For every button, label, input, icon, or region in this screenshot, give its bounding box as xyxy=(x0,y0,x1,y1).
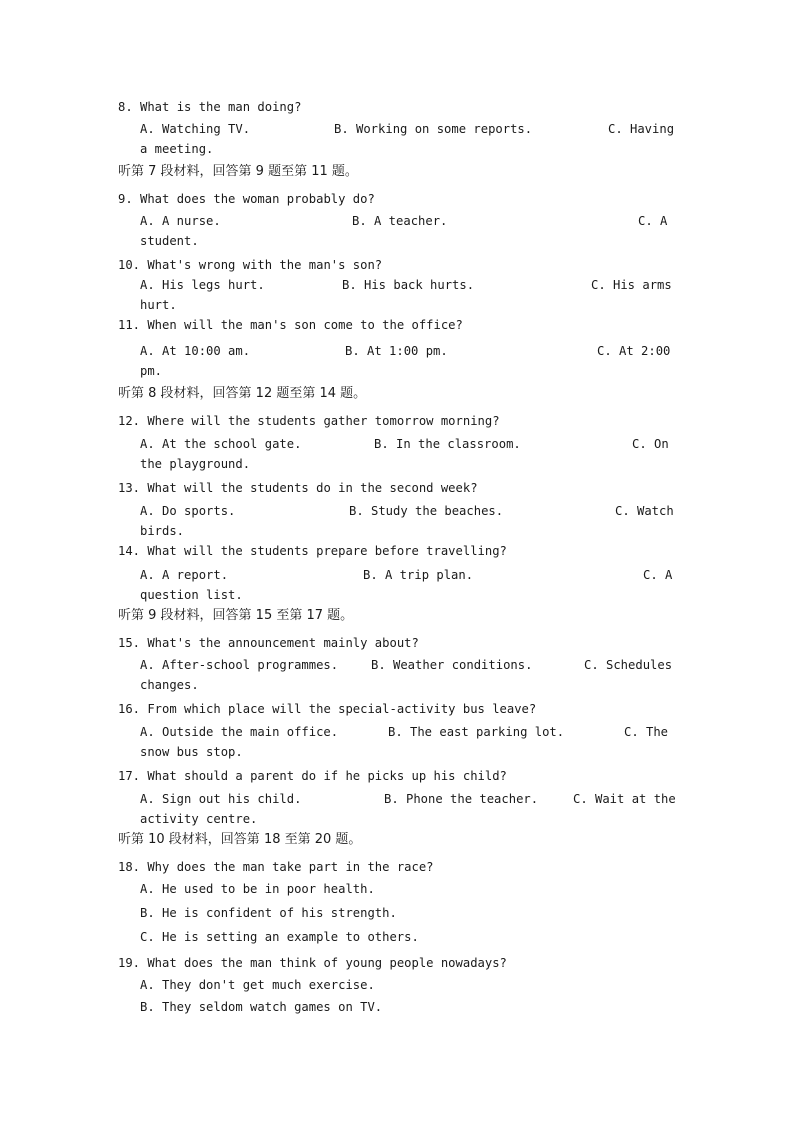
q11-option-a: A. At 10:00 am. xyxy=(140,344,251,358)
q11-option-c-continued: pm. xyxy=(140,364,163,378)
q19-option-b: B. They seldom watch games on TV. xyxy=(140,1000,383,1014)
question-17: 17. What should a parent do if he picks up his child? xyxy=(118,769,507,783)
q13-option-b: B. Study the beaches. xyxy=(349,504,504,518)
question-8: 8. What is the man doing? xyxy=(118,100,302,114)
q10-option-b: B. His back hurts. xyxy=(342,278,475,292)
question-13: 13. What will the students do in the second week? xyxy=(118,481,478,495)
q16-option-c: C. The xyxy=(624,725,669,739)
question-9: 9. What does the woman probably do? xyxy=(118,192,375,206)
q13-option-a: A. Do sports. xyxy=(140,504,236,518)
q12-option-c: C. On xyxy=(632,437,669,451)
q15-option-c-continued: changes. xyxy=(140,678,199,692)
q11-option-c: C. At 2:00 xyxy=(597,344,671,358)
q11-option-b: B. At 1:00 pm. xyxy=(345,344,448,358)
q15-option-b: B. Weather conditions. xyxy=(371,658,533,672)
question-15: 15. What's the announcement mainly about? xyxy=(118,636,419,650)
q12-option-b: B. In the classroom. xyxy=(374,437,521,451)
q9-option-c: C. A xyxy=(638,214,668,228)
q8-option-c: C. Having xyxy=(608,122,675,136)
question-18: 18. Why does the man take part in the race? xyxy=(118,860,434,874)
q10-option-c-continued: hurt. xyxy=(140,298,177,312)
question-19: 19. What does the man think of young people nowadays? xyxy=(118,956,507,970)
q14-option-c-continued: question list. xyxy=(140,588,243,602)
question-16: 16. From which place will the special-activity bus leave? xyxy=(118,702,537,716)
q15-option-c: C. Schedules xyxy=(584,658,673,672)
q14-option-c: C. A xyxy=(643,568,673,582)
q13-option-c: C. Watch xyxy=(615,504,674,518)
question-12: 12. Where will the students gather tomorrow morning? xyxy=(118,414,500,428)
section-heading-9: 听第 9 段材料，回答第 15 至第 17 题。 xyxy=(118,608,354,623)
q8-option-b: B. Working on some reports. xyxy=(334,122,533,136)
q17-option-b: B. Phone the teacher. xyxy=(384,792,539,806)
q18-option-a: A. He used to be in poor health. xyxy=(140,882,375,896)
q18-option-b: B. He is confident of his strength. xyxy=(140,906,397,920)
q17-option-a: A. Sign out his child. xyxy=(140,792,302,806)
question-10: 10. What's wrong with the man's son? xyxy=(118,258,383,272)
q17-option-c: C. Wait at the xyxy=(573,792,676,806)
section-heading-10: 听第 10 段材料，回答第 18 至第 20 题。 xyxy=(118,832,362,847)
q17-option-c-continued: activity centre. xyxy=(140,812,258,826)
section-heading-7: 听第 7 段材料，回答第 9 题至第 11 题。 xyxy=(118,164,358,179)
q9-option-c-continued: student. xyxy=(140,234,199,248)
q15-option-a: A. After-school programmes. xyxy=(140,658,339,672)
q8-option-a: A. Watching TV. xyxy=(140,122,251,136)
q12-option-c-continued: the playground. xyxy=(140,457,251,471)
q16-option-b: B. The east parking lot. xyxy=(388,725,565,739)
question-11: 11. When will the man's son come to the office? xyxy=(118,318,463,332)
q9-option-a: A. A nurse. xyxy=(140,214,221,228)
question-14: 14. What will the students prepare before travelling? xyxy=(118,544,507,558)
q12-option-a: A. At the school gate. xyxy=(140,437,302,451)
q10-option-c: C. His arms xyxy=(591,278,672,292)
q13-option-c-continued: birds. xyxy=(140,524,185,538)
q16-option-a: A. Outside the main office. xyxy=(140,725,339,739)
q18-option-c: C. He is setting an example to others. xyxy=(140,930,419,944)
q9-option-b: B. A teacher. xyxy=(352,214,448,228)
q14-option-a: A. A report. xyxy=(140,568,229,582)
section-heading-8: 听第 8 段材料，回答第 12 题至第 14 题。 xyxy=(118,386,367,401)
q10-option-a: A. His legs hurt. xyxy=(140,278,265,292)
q14-option-b: B. A trip plan. xyxy=(363,568,474,582)
q19-option-a: A. They don't get much exercise. xyxy=(140,978,375,992)
q16-option-c-continued: snow bus stop. xyxy=(140,745,243,759)
q8-option-c-continued: a meeting. xyxy=(140,142,214,156)
